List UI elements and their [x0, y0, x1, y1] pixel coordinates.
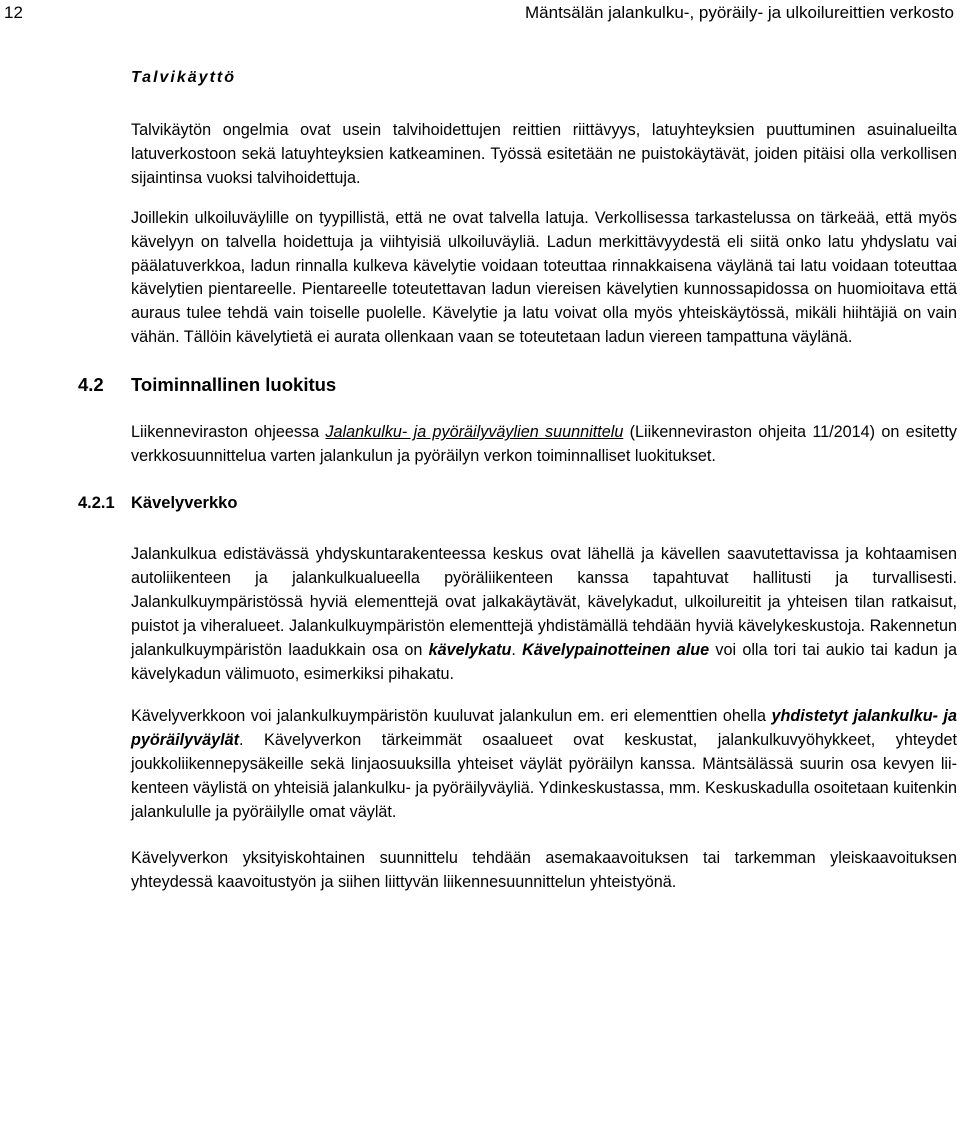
subsection-title: Kävelyverkko	[131, 493, 238, 512]
text-run: . Kävelyverkon tärkeimmät osaalueet ovat keskustat, jalankulkuvyöhykkeet, yhteydet joukkoliikennepysäkeille sekä linjaosuuksilla yhteiset väylät pyöräilyn kanssa. Mäntsälässä suurin osa kevyen liikenteen väylistä on yhteisiä jalankulku- ja pyöräilyväyliä. Ydinkeskustassa, mm. Keskuskadulla osoitetaan kuitenkin jalankululle ja pyöräilylle omat väylät.	[131, 731, 957, 822]
paragraph-winter-1: Talvikäytön ongelmia ovat usein talvihoidettujen reittien riittävyys, latuyhteyksien puuttuminen asuinalueilta latuverkostoon sekä latuyhteyksien katkeaminen. Työssä esitetään ne puistokäytävät, joiden pitäisi olla verkollisen sijaintinsa vuoksi talvihoidettuja.	[131, 121, 957, 187]
text-run: Kävelyverkkoon voi jalankulkuympäristön kuuluvat jalankulun em. eri elementtien ohella	[131, 707, 772, 726]
paragraph-walking-3: Kävelyverkon yksityiskohtainen suunnittelu tehdään asemakaavoituksen tai tarkemman yleiskaavoituksen yhteydessä kaavoitustyön ja siihen liittyvän liikennesuunnittelun yhteistyönä.	[131, 848, 957, 891]
document-body	[78, 66, 957, 895]
paragraph-winter-2: Joillekin ulkoiluväylille on tyypillistä, että ne ovat talvella latuja. Verkollisessa tarkastelussa on tärkeää, että myös kävelyyn on talvella hoidettuja ja viihtyisiä ulkoiluväyliä. Ladun merkittävyydestä eli siitä onko latu yhdyslatu vai päälatuverkkoa, ladun rinnalla kulkeva kävelytie voidaan toteuttaa rinnakkaisena väylänä tai latu voidaan toteuttaa kävelytien pientareelle. Pientareelle toteutettavan ladun viereisen kävelytien kunnossapidossa on huomioitava että auraus tulee tehdä vain toiselle puolelle. Kävelytie ja latu voivat olla myös yhteiskäytössä, mikäli hiihtäjiä on vain vähän. Tällöin kävelytietä ei aurata ollenkaan vaan se toteutetaan ladun viereen tampattuna väylänä.	[131, 208, 957, 347]
paragraph-walking-1	[131, 543, 957, 686]
section-heading-4-2	[78, 373, 957, 397]
text-run: Jalankulkua edistävässä yhdyskuntarakenteessa keskus ovat lähellä ja kävellen saavutettavissa ja kohtaamisen autoliikenteen ja jalankulkualueella pyöräliikenteen kanssa tapahtuvat hallitusti ja turvallisesti. Jalankulkuympäristössä hyviä elementtejä ovat jalkakäytävät, kävelykadut, ulkoilureitit ja yhteisen tilan ratkaisut, puistot ja viheralueet. Jalankulkuympäristön elementtejä yhdistämällä tehdään hyviä kävelykeskustoja. Rakennetun jalankulkuympäristön laadukkain osa on	[131, 544, 957, 659]
text-run: Liikenneviraston ohjeessa	[131, 423, 326, 442]
paragraph-functional-classification	[131, 421, 957, 469]
emphasis-term: kävelykatu	[428, 640, 512, 659]
section-title: Toiminnallinen luokitus	[131, 374, 337, 396]
emphasis-term: Kävelypainotteinen alue	[522, 640, 710, 659]
text-run: (Liikenneviraston ohjeita 11/2014) on esitetty verkkosuunnittelua varten jalankulun ja pyöräilyn verkon toiminnalliset luokitukset.	[131, 423, 957, 466]
subsection-number: 4.2.1	[78, 493, 115, 512]
paragraph-walking-2	[131, 705, 957, 825]
subheading-winter-use: Talvikäyttö	[131, 69, 236, 86]
page-number: 12	[4, 3, 23, 22]
emphasis-term: yhdistetyt jalankulku- ja pyöräilyväylät	[131, 707, 957, 750]
subsection-heading-4-2-1	[78, 491, 957, 515]
text-run: .	[511, 640, 523, 659]
section-number: 4.2	[78, 374, 104, 396]
running-title: Mäntsälän jalankulku-, pyöräily- ja ulkoilureittien verkosto	[525, 3, 954, 22]
page-header	[0, 0, 960, 28]
publication-title: Jalankulku- ja pyöräilyväylien suunnittelu	[325, 423, 624, 442]
text-run: voi olla tori tai aukio tai kadun ja kävelykadun välimuoto, esimerkiksi pihakatu.	[131, 640, 957, 683]
